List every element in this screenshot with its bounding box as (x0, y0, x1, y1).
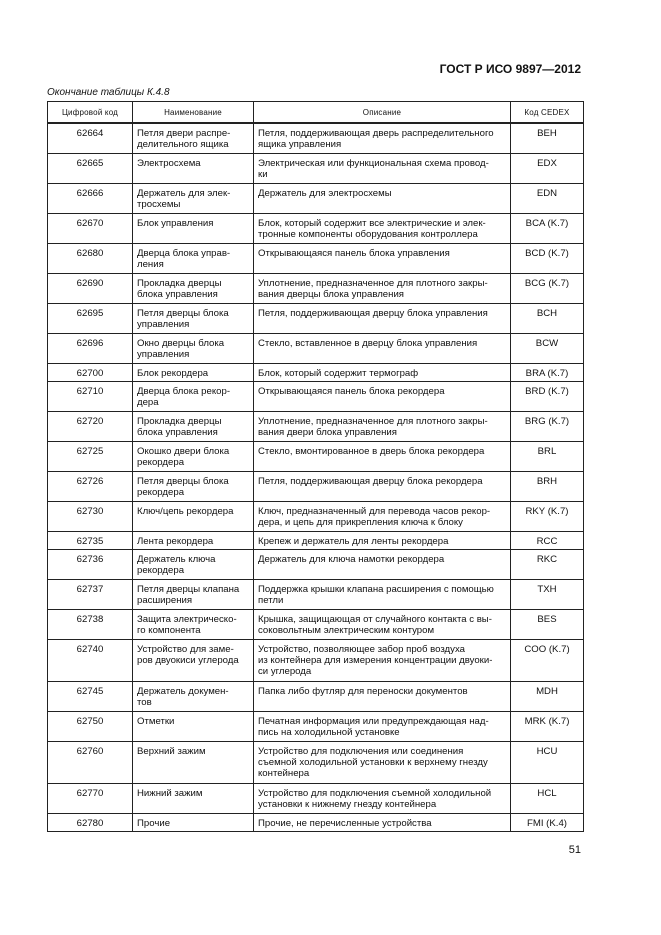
cell-cedex: RCC (511, 531, 584, 549)
cell-code: 62725 (48, 441, 133, 471)
table-row (48, 783, 584, 813)
cell-code: 62730 (48, 501, 133, 531)
column-header-cedex: Код CEDEX (511, 102, 584, 124)
page-number: 51 (568, 844, 581, 856)
cell-description: Петля, поддерживающая дверцу блока управления (254, 303, 511, 333)
cell-cedex: HCL (511, 783, 584, 813)
cell-description: Устройство для подключения или соединения съемной холодильной установки к верхнему гнезду контейнера (254, 741, 511, 783)
cell-code: 62710 (48, 381, 133, 411)
cell-name: Петля дверцы блока управления (133, 303, 254, 333)
cell-code: 62666 (48, 183, 133, 213)
cell-code: 62670 (48, 213, 133, 243)
table-row (48, 549, 584, 579)
cell-name: Ключ/цепь рекордера (133, 501, 254, 531)
table-row (48, 741, 584, 783)
document-header: ГОСТ Р ИСО 9897—2012 (439, 62, 581, 76)
cell-description: Прочие, не перечисленные устройства (254, 813, 511, 831)
cell-code: 62680 (48, 243, 133, 273)
cell-name: Держатель докумен- тов (133, 681, 254, 711)
column-header-description: Описание (254, 102, 511, 124)
cell-name: Прокладка дверцы блока управления (133, 411, 254, 441)
cell-description: Блок, который содержит термограф (254, 363, 511, 381)
cell-cedex: BEH (511, 123, 584, 153)
cell-name: Петля дверцы блока рекордера (133, 471, 254, 501)
table-row (48, 273, 584, 303)
cell-description: Открывающаяся панель блока рекордера (254, 381, 511, 411)
cell-description: Электрическая или функциональная схема провод- ки (254, 153, 511, 183)
cell-cedex: BCG (K.7) (511, 273, 584, 303)
cell-description: Уплотнение, предназначенное для плотного закры- вания двери блока управления (254, 411, 511, 441)
cell-cedex: BRL (511, 441, 584, 471)
cell-name: Электросхема (133, 153, 254, 183)
cell-description: Петля, поддерживающая дверь распределительного ящика управления (254, 123, 511, 153)
cell-name: Петля дверцы клапана расширения (133, 579, 254, 609)
table-row (48, 123, 584, 153)
cell-cedex: RKC (511, 549, 584, 579)
table-row (48, 501, 584, 531)
cell-name: Защита электрическо- го компонента (133, 609, 254, 639)
cell-name: Нижний зажим (133, 783, 254, 813)
cell-code: 62664 (48, 123, 133, 153)
cell-cedex: BRG (K.7) (511, 411, 584, 441)
table-row (48, 441, 584, 471)
table-row (48, 639, 584, 681)
cell-description: Устройство, позволяющее забор проб воздуха из контейнера для измерения концентрации двуоки- си углерода (254, 639, 511, 681)
cell-description: Уплотнение, предназначенное для плотного закры- вания дверцы блока управления (254, 273, 511, 303)
cell-name: Блок управления (133, 213, 254, 243)
cell-name: Дверца блока управ- ления (133, 243, 254, 273)
cell-cedex: FMI (K.4) (511, 813, 584, 831)
table-row (48, 579, 584, 609)
table-row (48, 411, 584, 441)
cell-cedex: BCH (511, 303, 584, 333)
cell-description: Печатная информация или предупреждающая над- пись на холодильной установке (254, 711, 511, 741)
cell-cedex: HCU (511, 741, 584, 783)
cell-name: Устройство для заме- ров двуокиси углерода (133, 639, 254, 681)
cell-description: Держатель для электросхемы (254, 183, 511, 213)
cell-code: 62690 (48, 273, 133, 303)
cell-description: Ключ, предназначенный для перевода часов рекор- дера, и цепь для прикрепления ключа к блоку (254, 501, 511, 531)
table-row (48, 303, 584, 333)
table-row (48, 153, 584, 183)
table-row (48, 183, 584, 213)
cell-name: Дверца блока рекор- дера (133, 381, 254, 411)
table-row (48, 531, 584, 549)
cell-code: 62700 (48, 363, 133, 381)
table-row (48, 243, 584, 273)
cell-description: Открывающаяся панель блока управления (254, 243, 511, 273)
cell-cedex: BRH (511, 471, 584, 501)
cell-code: 62750 (48, 711, 133, 741)
cell-code: 62735 (48, 531, 133, 549)
cell-name: Прокладка дверцы блока управления (133, 273, 254, 303)
cell-code: 62738 (48, 609, 133, 639)
cell-name: Петля двери распре- делительного ящика (133, 123, 254, 153)
table-row (48, 681, 584, 711)
table-k48 (47, 101, 584, 832)
cell-description: Крепеж и держатель для ленты рекордера (254, 531, 511, 549)
cell-name: Держатель ключа рекордера (133, 549, 254, 579)
cell-name: Блок рекордера (133, 363, 254, 381)
cell-cedex: BES (511, 609, 584, 639)
table-body (48, 123, 584, 831)
cell-code: 62695 (48, 303, 133, 333)
cell-cedex: MRK (K.7) (511, 711, 584, 741)
cell-cedex: EDN (511, 183, 584, 213)
cell-cedex: BRA (K.7) (511, 363, 584, 381)
cell-name: Окошко двери блока рекордера (133, 441, 254, 471)
cell-cedex: BCD (K.7) (511, 243, 584, 273)
table-row (48, 471, 584, 501)
cell-description: Блок, который содержит все электрические и элек- тронные компоненты оборудования контроллера (254, 213, 511, 243)
cell-cedex: RKY (K.7) (511, 501, 584, 531)
table-row (48, 381, 584, 411)
table-caption: Окончание таблицы К.4.8 (47, 87, 170, 98)
cell-code: 62665 (48, 153, 133, 183)
table-row (48, 813, 584, 831)
cell-cedex: MDH (511, 681, 584, 711)
cell-cedex: TXH (511, 579, 584, 609)
table-header-row (48, 102, 584, 124)
column-header-code: Цифровой код (48, 102, 133, 124)
cell-code: 62720 (48, 411, 133, 441)
cell-code: 62780 (48, 813, 133, 831)
cell-cedex: BRD (K.7) (511, 381, 584, 411)
cell-description: Стекло, вмонтированное в дверь блока рекордера (254, 441, 511, 471)
cell-description: Держатель для ключа намотки рекордера (254, 549, 511, 579)
cell-code: 62726 (48, 471, 133, 501)
cell-description: Стекло, вставленное в дверцу блока управления (254, 333, 511, 363)
cell-cedex: BCA (K.7) (511, 213, 584, 243)
cell-description: Поддержка крышки клапана расширения с помощью петли (254, 579, 511, 609)
cell-code: 62740 (48, 639, 133, 681)
cell-cedex: COO (K.7) (511, 639, 584, 681)
table-row (48, 363, 584, 381)
cell-cedex: EDX (511, 153, 584, 183)
cell-code: 62737 (48, 579, 133, 609)
table-row (48, 213, 584, 243)
cell-code: 62696 (48, 333, 133, 363)
cell-description: Петля, поддерживающая дверцу блока рекордера (254, 471, 511, 501)
cell-name: Окно дверцы блока управления (133, 333, 254, 363)
column-header-name: Наименование (133, 102, 254, 124)
table-row (48, 609, 584, 639)
cell-description: Папка либо футляр для переноски документов (254, 681, 511, 711)
cell-cedex: BCW (511, 333, 584, 363)
table-row (48, 333, 584, 363)
cell-name: Держатель для элек- тросхемы (133, 183, 254, 213)
cell-code: 62745 (48, 681, 133, 711)
table-row (48, 711, 584, 741)
cell-code: 62760 (48, 741, 133, 783)
cell-code: 62736 (48, 549, 133, 579)
cell-description: Крышка, защищающая от случайного контакта с вы- соковольтным электрическим контуром (254, 609, 511, 639)
cell-description: Устройство для подключения съемной холодильной установки к нижнему гнезду контейнера (254, 783, 511, 813)
cell-code: 62770 (48, 783, 133, 813)
cell-name: Отметки (133, 711, 254, 741)
cell-name: Прочие (133, 813, 254, 831)
cell-name: Лента рекордера (133, 531, 254, 549)
cell-name: Верхний зажим (133, 741, 254, 783)
